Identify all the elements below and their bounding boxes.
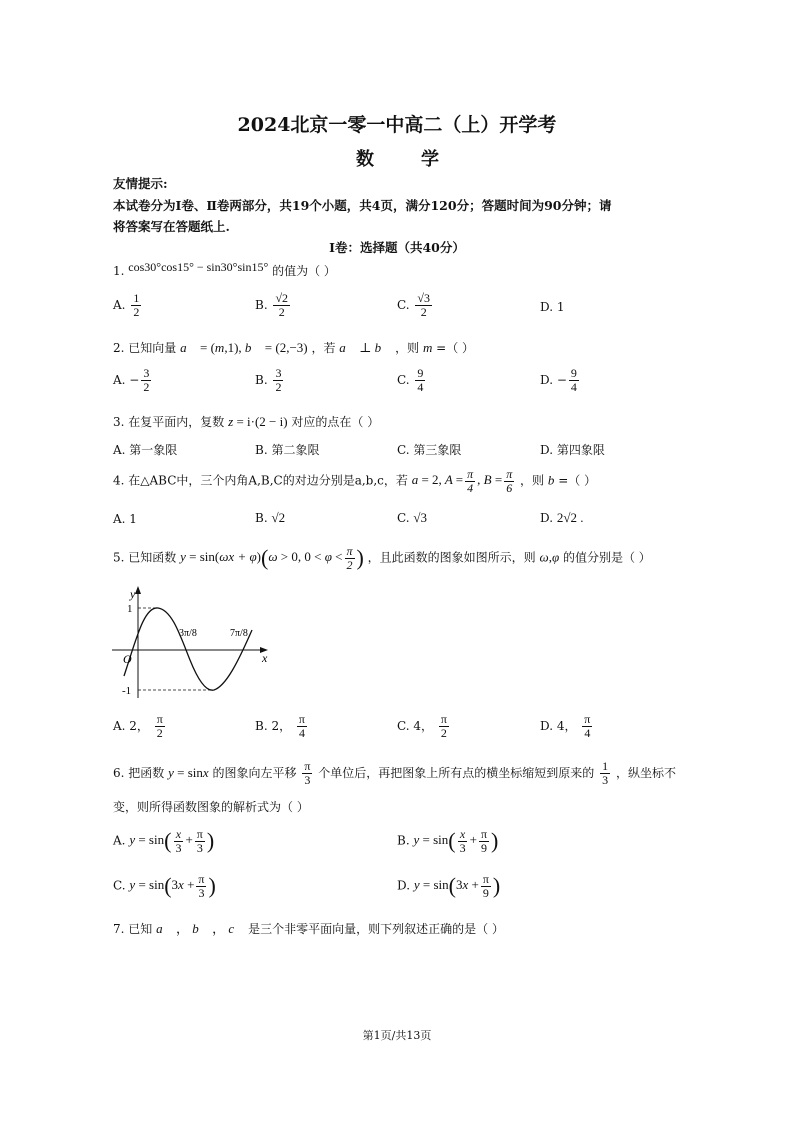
q2-option-c[interactable]: C. $\frac{9}{4}$ [397,366,424,394]
q3-option-d[interactable]: D. 第四象限 [540,443,605,457]
q6-option-c[interactable]: C. y = sin(3x + $\frac{\pi}{3}$ ) [113,872,216,900]
graph-x-label: x [262,651,268,665]
q5-option-c[interactable]: C. 4， $\frac{\pi}{2}$ [397,712,447,740]
graph-y-label: y [130,587,136,601]
notice-line-2: 将答案写在答题纸上. [113,219,230,234]
q4-option-b[interactable]: B. √2 [255,510,286,525]
q6-option-d[interactable]: D. y = sin(3x + $\frac{\pi}{9}$ ) [397,872,501,900]
question-5: 5. 已知函数 y = sin(ωx + φ)(ω > 0, 0 < φ < $\frac{\pi}{2}$ ) ，且此函数的图象如图所示，则 ω,φ 的值分别是（ ） [113,544,651,572]
question-6: 6. 把函数 y = sinx 的图象向左平移 $\frac{\pi}{3}$ 个单位后，再把图象上所有点的横坐标缩短到原来的 $\frac{1}{3}$ ，纵坐标不 [113,759,676,787]
q4-option-d[interactable]: D. 2√2 . [540,510,584,525]
exam-title: 2024北京一零一中高二（上）开学考 [237,114,557,136]
graph-x1-label: 3π/8 [179,628,197,639]
graph-x2-label: 7π/8 [230,628,248,639]
notice-heading: 友情提示: [113,176,168,191]
question-2: 2. 已知向量 a⃗ = (m,1), b⃗ = (2,−3) ，若 a⃗ ⊥ b⃗ ，则 m =（ ） [113,340,475,355]
question-3: 3. 在复平面内，复数 z = i·(2 − i) 对应的点在（ ） [113,414,380,429]
q1-option-d[interactable]: D. 1 [540,300,565,314]
notice-line-1: 本试卷分为Ⅰ卷、Ⅱ卷两部分，共19个小题，共4页，满分120分；答题时间为90分钟；请 [113,198,612,213]
q6-option-a[interactable]: A. y = sin( $\frac{x}{3}$ + $\frac{\pi}{3}$ ) [113,827,215,855]
q5-sine-graph [110,580,280,702]
question-4: 4. 在△ABC中，三个内角A,B,C的对边分别是a,b,c，若 a = 2, A = $\frac{\pi}{4}$ , B = $\frac{\pi}{6}$ ，则 b =（ ） [113,467,597,495]
q5-option-b[interactable]: B. 2， $\frac{\pi}{4}$ [255,712,305,740]
q1-tail: 的值为（ ） [272,264,336,278]
q3-option-b[interactable]: B. 第二象限 [255,443,320,457]
graph-ymax-label: 1 [127,603,133,615]
question-6-line-2: 变，则所得函数图象的解析式为（ ） [113,800,309,814]
graph-ymin-label: -1 [122,685,132,697]
q4-option-c[interactable]: C. √3 [397,510,428,525]
section-title: Ⅰ卷：选择题（共40分） [329,240,465,255]
subject-char-1: 数 [356,149,374,170]
q5-option-a[interactable]: A. 2， $\frac{\pi}{2}$ [113,712,163,740]
q2-perp: a⃗ ⊥ b⃗ [339,340,392,355]
subject-char-2: 学 [421,149,439,170]
question-7: 7. 已知 a⃗ ， b⃗ ， c⃗ 是三个非零平面向量，则下列叙述正确的是（ ） [113,921,504,936]
q2-option-d[interactable]: D. − $\frac{9}{4}$ [540,366,577,394]
q1-expression: cos30°cos15° − sin30°sin15° [128,260,269,274]
q3-complex: z = i·(2 − i) [228,414,288,429]
q4-option-a[interactable]: A. 1 [113,512,137,526]
q2-vectors: a⃗ = (m,1), b⃗ = (2,−3) [180,340,308,355]
q1-option-a[interactable]: A. $\frac{1}{2}$ [113,291,140,319]
question-number: 1. [113,264,125,278]
q2-option-a[interactable]: A. − $\frac{3}{2}$ [113,366,150,394]
q1-option-b[interactable]: B. $\frac{√2}{2}$ [255,291,289,319]
q5-function: y = sin(ωx + φ)(ω > 0, 0 < φ < $\frac{\pi}{2}$ ) [180,544,364,572]
page-footer: 第1页/共13页 [362,1029,432,1042]
q6-option-b[interactable]: B. y = sin( $\frac{x}{3}$ + $\frac{\pi}{9}$ ) [397,827,499,855]
q3-option-c[interactable]: C. 第三象限 [397,443,462,457]
question-1 [113,262,336,279]
q4-conditions: a = 2, A = $\frac{\pi}{4}$ , B = $\frac{\pi}{6}$ [411,467,513,495]
q5-option-d[interactable]: D. 4， $\frac{\pi}{4}$ [540,712,591,740]
graph-origin-label: O [123,652,132,666]
q1-option-c[interactable]: C. $\frac{√3}{2}$ [397,291,430,319]
q3-option-a[interactable]: A. 第一象限 [113,443,178,457]
q2-option-b[interactable]: B. $\frac{3}{2}$ [255,366,282,394]
